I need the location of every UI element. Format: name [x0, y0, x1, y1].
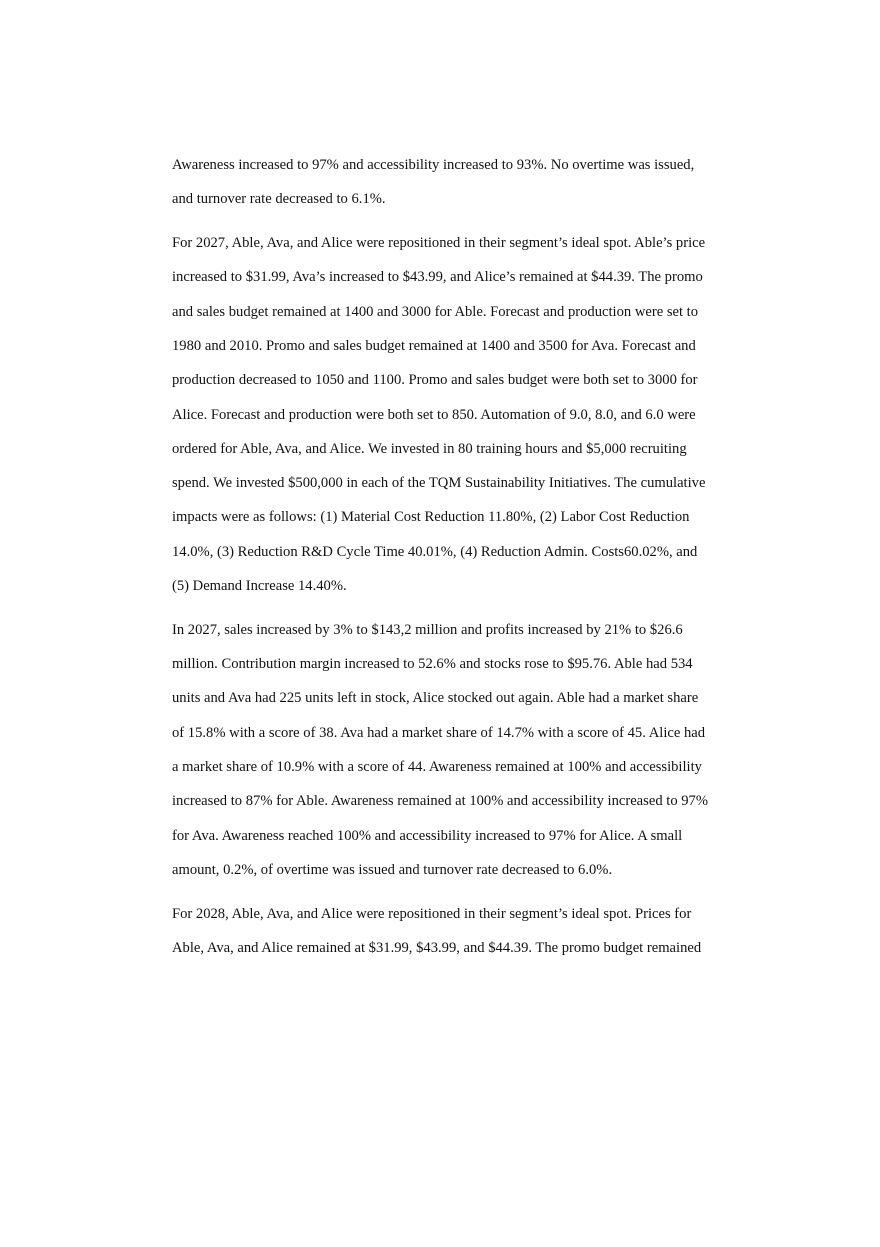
text-line: increased to 87% for Able. Awareness remained at 100% and accessibility increased to 97% [172, 793, 709, 810]
text-line: and sales budget remained at 1400 and 3000 for Able. Forecast and production were set to [172, 303, 699, 320]
paragraph-3 [172, 613, 732, 887]
text-line: and turnover rate decreased to 6.1%. [172, 191, 386, 208]
paragraph-2 [172, 226, 732, 603]
text-line: For 2027, Able, Ava, and Alice were repositioned in their segment’s ideal spot. Able’s price [172, 235, 706, 252]
document-body [172, 148, 732, 975]
text-line: (5) Demand Increase 14.40%. [172, 578, 347, 595]
text-line: For 2028, Able, Ava, and Alice were repositioned in their segment’s ideal spot. Prices for [172, 905, 692, 922]
paragraph-4 [172, 897, 732, 966]
text-line: of 15.8% with a score of 38. Ava had a market share of 14.7% with a score of 45. Alice had [172, 724, 706, 741]
text-line: Able, Ava, and Alice remained at $31.99, $43.99, and $44.39. The promo budget remained [172, 940, 702, 957]
text-line: million. Contribution margin increased to 52.6% and stocks rose to $95.76. Able had 534 [172, 656, 693, 673]
text-line: ordered for Able, Ava, and Alice. We invested in 80 training hours and $5,000 recruiting [172, 440, 687, 457]
text-line: production decreased to 1050 and 1100. Promo and sales budget were both set to 3000 for [172, 372, 698, 389]
text-line: impacts were as follows: (1) Material Cost Reduction 11.80%, (2) Labor Cost Reduction [172, 509, 690, 526]
text-line: 1980 and 2010. Promo and sales budget remained at 1400 and 3500 for Ava. Forecast and [172, 337, 696, 354]
text-line: increased to $31.99, Ava’s increased to $43.99, and Alice’s remained at $44.39. The promo [172, 269, 703, 286]
text-line: spend. We invested $500,000 in each of the TQM Sustainability Initiatives. The cumulative [172, 475, 706, 492]
text-line: Awareness increased to 97% and accessibility increased to 93%. No overtime was issued, [172, 157, 695, 173]
text-line: amount, 0.2%, of overtime was issued and turnover rate decreased to 6.0%. [172, 861, 613, 878]
text-line: units and Ava had 225 units left in stock, Alice stocked out again. Able had a market share [172, 690, 699, 707]
paragraph-1 [172, 148, 732, 217]
text-line: a market share of 10.9% with a score of 44. Awareness remained at 100% and accessibility [172, 759, 702, 776]
text-line: for Ava. Awareness reached 100% and accessibility increased to 97% for Alice. A small [172, 827, 683, 844]
text-line: Alice. Forecast and production were both set to 850. Automation of 9.0, 8.0, and 6.0 were [172, 406, 696, 423]
text-line: 14.0%, (3) Reduction R&D Cycle Time 40.01%, (4) Reduction Admin. Costs60.02%, and [172, 543, 698, 560]
text-line: In 2027, sales increased by 3% to $143,2 million and profits increased by 21% to $26.6 [172, 621, 683, 638]
